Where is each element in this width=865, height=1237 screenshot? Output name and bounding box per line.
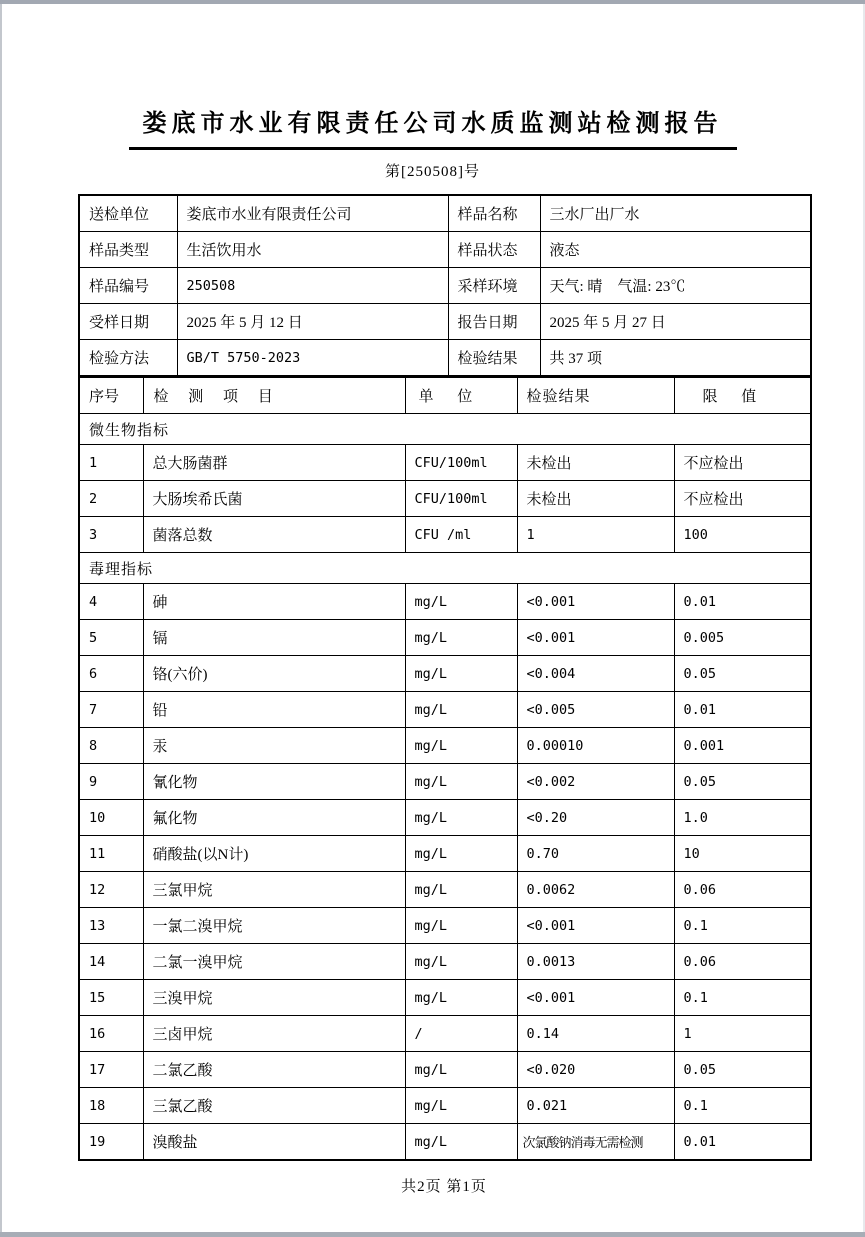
cell-item: 大肠埃希氏菌	[143, 481, 405, 517]
cell-item: 氰化物	[143, 764, 405, 800]
info-label: 报告日期	[448, 304, 540, 340]
info-label: 样品编号	[79, 268, 177, 304]
col-header-limit: 限 值	[674, 377, 811, 414]
table-row	[79, 620, 811, 656]
cell-seq: 18	[79, 1088, 143, 1124]
table-row	[79, 1016, 811, 1052]
info-value: 生活饮用水	[177, 232, 448, 268]
cell-item: 三溴甲烷	[143, 980, 405, 1016]
cell-limit: 0.01	[674, 692, 811, 728]
results-body	[79, 414, 811, 1161]
table-row	[79, 1124, 811, 1161]
results-header-row	[79, 377, 811, 414]
cell-limit: 100	[674, 517, 811, 553]
info-value: GB/T 5750-2023	[177, 340, 448, 376]
cell-limit: 不应检出	[674, 445, 811, 481]
cell-unit: CFU /ml	[405, 517, 517, 553]
table-row	[79, 445, 811, 481]
cell-limit: 0.06	[674, 944, 811, 980]
table-row	[79, 1052, 811, 1088]
cell-seq: 7	[79, 692, 143, 728]
col-header-unit: 单 位	[405, 377, 517, 414]
cell-seq: 19	[79, 1124, 143, 1161]
info-value: 共 37 项	[540, 340, 811, 376]
table-row	[79, 481, 811, 517]
cell-item: 菌落总数	[143, 517, 405, 553]
cell-result: 0.021	[517, 1088, 674, 1124]
table-row	[79, 728, 811, 764]
info-value: 2025 年 5 月 27 日	[540, 304, 811, 340]
info-row	[79, 195, 811, 232]
cell-unit: CFU/100ml	[405, 445, 517, 481]
cell-result: <0.020	[517, 1052, 674, 1088]
cell-unit: mg/L	[405, 620, 517, 656]
cell-seq: 4	[79, 584, 143, 620]
cell-seq: 1	[79, 445, 143, 481]
cell-limit: 0.05	[674, 1052, 811, 1088]
cell-result: 0.70	[517, 836, 674, 872]
cell-seq: 2	[79, 481, 143, 517]
cell-item: 三氯甲烷	[143, 872, 405, 908]
cell-limit: 0.05	[674, 656, 811, 692]
cell-unit: mg/L	[405, 584, 517, 620]
table-row	[79, 692, 811, 728]
cell-seq: 12	[79, 872, 143, 908]
info-label: 样品名称	[448, 195, 540, 232]
cell-unit: mg/L	[405, 1088, 517, 1124]
cell-limit: 0.1	[674, 908, 811, 944]
cell-result: 0.0013	[517, 944, 674, 980]
cell-result: 未检出	[517, 481, 674, 517]
info-row	[79, 304, 811, 340]
cell-item: 总大肠菌群	[143, 445, 405, 481]
page-footer: 共2页 第1页	[401, 1179, 487, 1195]
col-header-item: 检 测 项 目	[143, 377, 405, 414]
cell-result: <0.004	[517, 656, 674, 692]
info-value: 天气: 晴 气温: 23℃	[540, 268, 811, 304]
cell-result: <0.001	[517, 620, 674, 656]
cell-item: 硝酸盐(以N计)	[143, 836, 405, 872]
table-row	[79, 584, 811, 620]
col-header-result: 检验结果	[517, 377, 674, 414]
table-row	[79, 872, 811, 908]
cell-item: 二氯一溴甲烷	[143, 944, 405, 980]
info-label: 受样日期	[79, 304, 177, 340]
sample-info-table	[78, 194, 812, 376]
cell-item: 镉	[143, 620, 405, 656]
cell-seq: 5	[79, 620, 143, 656]
cell-unit: mg/L	[405, 1124, 517, 1161]
cell-item: 铬(六价)	[143, 656, 405, 692]
title-wrap	[2, 4, 863, 150]
info-row	[79, 340, 811, 376]
cell-seq: 16	[79, 1016, 143, 1052]
table-row	[79, 800, 811, 836]
cell-item: 汞	[143, 728, 405, 764]
section-row	[79, 414, 811, 445]
cell-seq: 9	[79, 764, 143, 800]
cell-result: <0.005	[517, 692, 674, 728]
info-label: 送检单位	[79, 195, 177, 232]
cell-item: 二氯乙酸	[143, 1052, 405, 1088]
info-label: 样品类型	[79, 232, 177, 268]
cell-limit: 1.0	[674, 800, 811, 836]
info-value: 三水厂出厂水	[540, 195, 811, 232]
cell-unit: mg/L	[405, 908, 517, 944]
report-number: 第[250508]号	[385, 164, 480, 180]
table-row	[79, 656, 811, 692]
cell-unit: mg/L	[405, 656, 517, 692]
cell-item: 溴酸盐	[143, 1124, 405, 1161]
cell-result: 0.0062	[517, 872, 674, 908]
info-value: 娄底市水业有限责任公司	[177, 195, 448, 232]
cell-unit: mg/L	[405, 692, 517, 728]
cell-item: 砷	[143, 584, 405, 620]
report-title: 娄底市水业有限责任公司水质监测站检测报告	[129, 108, 737, 150]
cell-limit: 10	[674, 836, 811, 872]
info-value: 液态	[540, 232, 811, 268]
cell-result: <0.001	[517, 584, 674, 620]
cell-item: 铅	[143, 692, 405, 728]
table-row	[79, 1088, 811, 1124]
col-header-seq: 序号	[79, 377, 143, 414]
cell-seq: 11	[79, 836, 143, 872]
section-title: 毒理指标	[79, 553, 811, 584]
table-row	[79, 980, 811, 1016]
cell-result: <0.002	[517, 764, 674, 800]
cell-unit: mg/L	[405, 836, 517, 872]
info-row	[79, 268, 811, 304]
table-row	[79, 517, 811, 553]
cell-item: 三氯乙酸	[143, 1088, 405, 1124]
cell-limit: 0.1	[674, 980, 811, 1016]
cell-result: 未检出	[517, 445, 674, 481]
cell-result: <0.001	[517, 980, 674, 1016]
cell-seq: 14	[79, 944, 143, 980]
cell-limit: 0.01	[674, 584, 811, 620]
report-page	[0, 4, 865, 1232]
cell-item: 氟化物	[143, 800, 405, 836]
info-label: 样品状态	[448, 232, 540, 268]
table-row	[79, 944, 811, 980]
cell-unit: mg/L	[405, 872, 517, 908]
table-row	[79, 908, 811, 944]
cell-limit: 0.001	[674, 728, 811, 764]
cell-result: 0.00010	[517, 728, 674, 764]
cell-unit: /	[405, 1016, 517, 1052]
cell-unit: CFU/100ml	[405, 481, 517, 517]
cell-seq: 15	[79, 980, 143, 1016]
cell-result: 0.14	[517, 1016, 674, 1052]
cell-limit: 0.06	[674, 872, 811, 908]
cell-limit: 1	[674, 1016, 811, 1052]
cell-unit: mg/L	[405, 764, 517, 800]
cell-item: 一氯二溴甲烷	[143, 908, 405, 944]
cell-limit: 0.05	[674, 764, 811, 800]
cell-result: <0.001	[517, 908, 674, 944]
cell-seq: 8	[79, 728, 143, 764]
info-value: 2025 年 5 月 12 日	[177, 304, 448, 340]
info-value: 250508	[177, 268, 448, 304]
cell-unit: mg/L	[405, 980, 517, 1016]
table-row	[79, 836, 811, 872]
cell-item: 三卤甲烷	[143, 1016, 405, 1052]
info-label: 采样环境	[448, 268, 540, 304]
cell-seq: 13	[79, 908, 143, 944]
cell-result: <0.20	[517, 800, 674, 836]
cell-unit: mg/L	[405, 800, 517, 836]
cell-unit: mg/L	[405, 728, 517, 764]
cell-result: 次氯酸钠消毒无需检测	[517, 1124, 674, 1161]
cell-unit: mg/L	[405, 944, 517, 980]
cell-seq: 10	[79, 800, 143, 836]
section-title: 微生物指标	[79, 414, 811, 445]
cell-seq: 6	[79, 656, 143, 692]
cell-unit: mg/L	[405, 1052, 517, 1088]
table-row	[79, 764, 811, 800]
results-table	[78, 376, 812, 1161]
cell-seq: 17	[79, 1052, 143, 1088]
viewer-bottom-edge	[0, 1232, 865, 1237]
cell-limit: 不应检出	[674, 481, 811, 517]
cell-seq: 3	[79, 517, 143, 553]
info-label: 检验结果	[448, 340, 540, 376]
cell-limit: 0.005	[674, 620, 811, 656]
info-row	[79, 232, 811, 268]
section-row	[79, 553, 811, 584]
cell-limit: 0.1	[674, 1088, 811, 1124]
cell-result: 1	[517, 517, 674, 553]
cell-limit: 0.01	[674, 1124, 811, 1161]
info-label: 检验方法	[79, 340, 177, 376]
